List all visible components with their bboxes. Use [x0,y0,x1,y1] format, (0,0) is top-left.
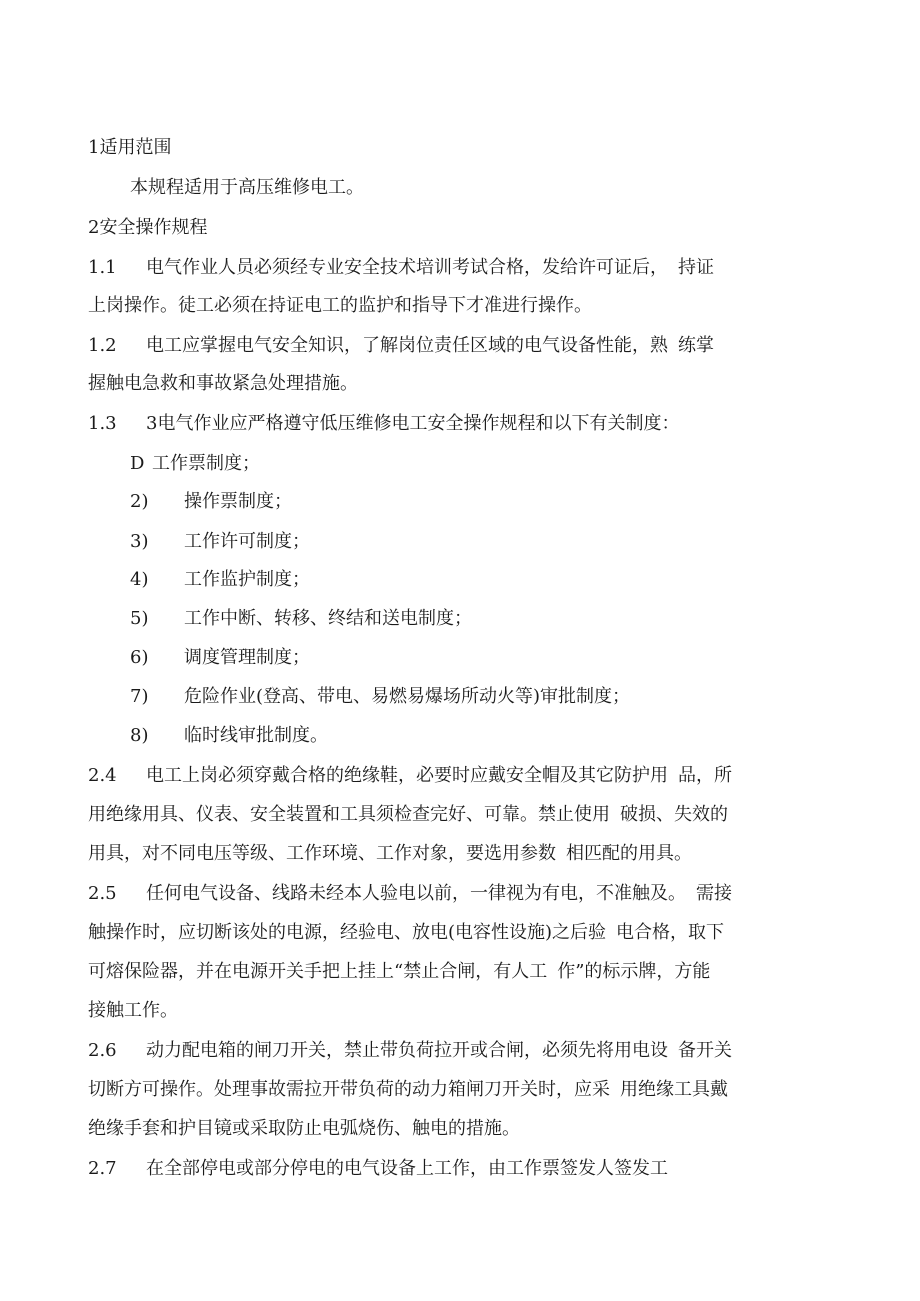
item-2-5-line-1 [88,882,732,906]
list-item [130,530,310,554]
item-1-2-line-2: 握触电急救和事故紧急处理措施。 [88,373,358,394]
item-2-6-line-3: 绝缘手套和护目镜或采取防止电弧烧伤、触电的措施。 [88,1118,520,1139]
item-2-4-line-2 [88,803,728,827]
list-number: 8) [130,725,149,746]
item-text: 持证 [678,257,714,278]
list-text: 调度管理制度； [184,647,310,668]
item-2-5-line-4: 接触工作。 [88,1000,178,1021]
section-1-body: 本规程适用于高压维修电工。 [130,177,364,198]
item-number: 2.4 [88,765,117,786]
list-item [130,724,328,748]
item-number: 2.5 [88,883,117,904]
item-text: 触操作时，应切断该处的电源，经验电、放电(电容性设施)之后验 [88,922,607,943]
item-number: 1.1 [88,257,117,278]
item-2-5-line-2 [88,921,724,945]
section-1-title: 1适用范围 [88,137,172,158]
item-text: 用绝缘用具、仪表、安全装置和工具须检查完好、可靠。禁止使用 [88,804,610,825]
item-text: 切断方可操作。处理事故需拉开带负荷的动力箱闸刀开关时，应采 [88,1079,610,1100]
item-2-6-line-1 [88,1039,732,1063]
section-2-title: 2安全操作规程 [88,217,208,238]
list-item [130,568,310,592]
item-number: 2.7 [88,1158,117,1179]
item-text: 练掌 [678,335,714,356]
item-text: 在全部停电或部分停电的电气设备上工作，由工作票签发人签发工 [146,1158,668,1179]
item-text: 3电气作业应严格遵守低压维修电工安全操作规程和以下有关制度： [146,413,680,434]
list-text: 工作监护制度； [184,569,310,590]
item-1-2-line-1 [88,334,714,358]
item-number: 1.3 [88,413,117,434]
item-text: 电工应掌握电气安全知识，了解岗位责任区域的电气设备性能，熟 [146,335,668,356]
item-text: 电合格，取下 [616,922,725,943]
list-item [130,452,260,476]
item-1-1-line-2: 上岗操作。徒工必须在持证电工的监护和指导下才准进行操作。 [88,295,592,316]
list-item [130,607,472,631]
list-number: 3) [130,531,149,552]
item-text: 用具，对不同电压等级、工作环境、工作对象，要选用参数 [88,843,556,864]
item-1-3-line-1 [88,412,679,436]
item-number: 2.6 [88,1040,117,1061]
item-text: 用绝缘工具戴 [620,1079,728,1100]
list-text: 操作票制度； [184,491,292,512]
item-text: 电工上岗必须穿戴合格的绝缘鞋，必要时应戴安全帽及其它防护用 [146,765,668,786]
list-item [130,646,310,670]
item-text: 可熔保险器，并在电源开关手把上挂上“禁止合闸，有人工 [88,961,548,982]
list-number: 6) [130,647,149,668]
list-number: 2) [130,491,149,512]
item-text: 动力配电箱的闸刀开关，禁止带负荷拉开或合闸，必须先将用电设 [146,1040,668,1061]
item-1-1-line-1 [88,256,714,280]
list-text: 危险作业(登高、带电、易燃易爆场所动火等)审批制度； [184,686,631,707]
item-2-6-line-2 [88,1078,728,1102]
list-number: D [130,453,145,474]
item-text: 相匹配的用具。 [566,843,692,864]
list-number: 7) [130,686,149,707]
item-2-5-line-3 [88,960,710,984]
list-text: 工作票制度； [152,453,260,474]
item-text: 品，所 [678,765,732,786]
item-text: 破损、失效的 [620,804,728,825]
item-2-4-line-3 [88,842,692,866]
item-2-4-line-1 [88,764,732,788]
item-number: 1.2 [88,335,117,356]
list-number: 4) [130,569,149,590]
list-text: 工作中断、转移、终结和送电制度； [184,608,472,629]
list-item [130,685,630,709]
item-text: 任何电气设备、线路未经本人验电以前，一律视为有电，不准触及。 [146,883,686,904]
list-number: 5) [130,608,149,629]
item-text: 需接 [696,883,732,904]
list-item [130,490,292,514]
item-2-7-line-1 [88,1157,668,1181]
item-text: 作”的标示牌，方能 [557,961,711,982]
item-text: 备开关 [678,1040,732,1061]
list-text: 临时线审批制度。 [184,725,328,746]
item-text: 电气作业人员必须经专业安全技术培训考试合格，发给许可证后， [146,257,668,278]
list-text: 工作许可制度； [184,531,310,552]
